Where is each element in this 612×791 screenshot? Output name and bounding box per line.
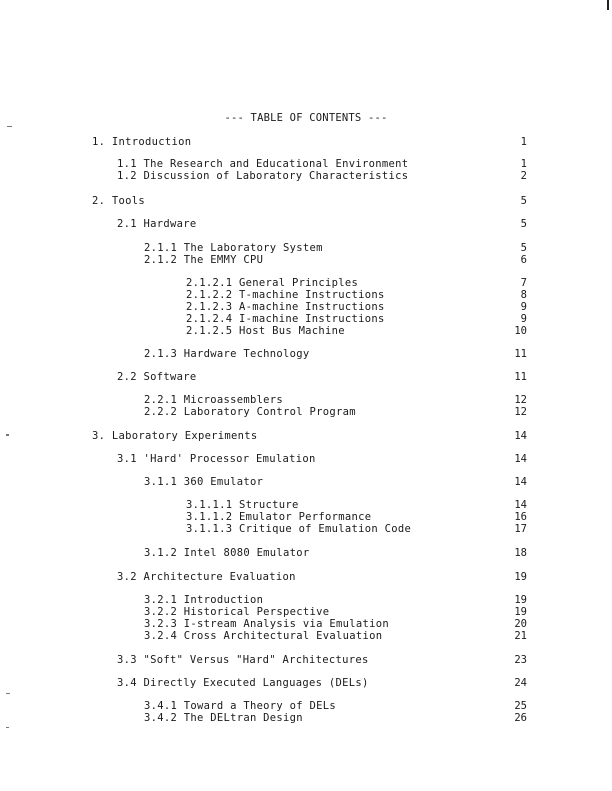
toc-entry-title: 2.1.3 Hardware Technology [144, 348, 310, 360]
toc-entry-title: 3.2.2 Historical Perspective [144, 606, 330, 618]
toc-entry-page: 14 [514, 499, 527, 511]
toc-entry-title: 2.1.2.1 General Principles [186, 277, 359, 289]
toc-entry-page: 7 [520, 277, 527, 289]
toc-entry-page: 21 [514, 630, 527, 642]
scan-speck [6, 693, 10, 694]
toc-entry-title: 3.1 'Hard' Processor Emulation [117, 453, 316, 465]
toc-entry-page: 11 [514, 348, 527, 360]
toc-entry [0, 571, 612, 584]
toc-entry [0, 547, 612, 560]
toc-entry-page: 25 [514, 700, 527, 712]
toc-entry-page: 19 [514, 606, 527, 618]
toc-entry-title: 3.1.2 Intel 8080 Emulator [144, 547, 310, 559]
toc-entry-page: 20 [514, 618, 527, 630]
toc-entry-title: 2.2 Software [117, 371, 197, 383]
toc-entry-title: 3.2 Architecture Evaluation [117, 571, 296, 583]
toc-entry-title: 2.2.2 Laboratory Control Program [144, 406, 356, 418]
toc-entry-title: 1.1 The Research and Educational Environment [117, 158, 409, 170]
toc-entry-page: 19 [514, 571, 527, 583]
toc-entry-page: 14 [514, 476, 527, 488]
toc-entry-title: 2.1.2.5 Host Bus Machine [186, 325, 345, 337]
toc-entry-page: 18 [514, 547, 527, 559]
toc-entry-title: 3.1.1 360 Emulator [144, 476, 264, 488]
toc-entry [0, 654, 612, 667]
toc-entry-page: 26 [514, 712, 527, 724]
toc-entry [0, 170, 612, 183]
toc-entry-page: 11 [514, 371, 527, 383]
toc-entry-title: 3. Laboratory Experiments [92, 430, 258, 442]
toc-entry [0, 348, 612, 361]
toc-entry-title: 3.1.1.2 Emulator Performance [186, 511, 372, 523]
toc-entry-page: 5 [520, 195, 527, 207]
toc-entry-title: 2.2.1 Microassemblers [144, 394, 284, 406]
toc-entry-page: 10 [514, 325, 527, 337]
toc-entry-page: 24 [514, 677, 527, 689]
toc-entry [0, 136, 612, 149]
toc-entry [0, 476, 612, 489]
toc-entry-page: 5 [520, 242, 527, 254]
toc-entry [0, 195, 612, 208]
toc-entry [0, 430, 612, 443]
toc-entry [0, 677, 612, 690]
toc-entry-page: 16 [514, 511, 527, 523]
toc-entry-page: 1 [520, 158, 527, 170]
toc-entry-title: 2.1.1 The Laboratory System [144, 242, 323, 254]
toc-entry-page: 6 [520, 254, 527, 266]
toc-entry-page: 8 [520, 289, 527, 301]
toc-entry [0, 453, 612, 466]
toc-entry [0, 325, 612, 338]
toc-entry-page: 23 [514, 654, 527, 666]
toc-entry-title: 3.1.1.3 Critique of Emulation Code [186, 523, 412, 535]
toc-entry-title: 2.1.2.3 A-machine Instructions [186, 301, 385, 313]
toc-entry-title: 2.1.2.4 I-machine Instructions [186, 313, 385, 325]
toc-heading: --- TABLE OF CONTENTS --- [224, 112, 388, 124]
toc-entry-title: 3.3 "Soft" Versus "Hard" Architectures [117, 654, 369, 666]
toc-entry-title: 3.4 Directly Executed Languages (DELs) [117, 677, 369, 689]
toc-entry-page: 5 [520, 218, 527, 230]
toc-entry-page: 9 [520, 301, 527, 313]
toc-entry [0, 371, 612, 384]
toc-entry-page: 12 [514, 394, 527, 406]
toc-entry-page: 19 [514, 594, 527, 606]
toc-entry-title: 3.2.3 I-stream Analysis via Emulation [144, 618, 389, 630]
toc-entry [0, 712, 612, 725]
toc-entry [0, 630, 612, 643]
scan-speck [6, 727, 9, 728]
toc-entry-page: 1 [520, 136, 527, 148]
toc-entry [0, 218, 612, 231]
toc-entry-title: 3.1.1.1 Structure [186, 499, 299, 511]
toc-entry-page: 2 [520, 170, 527, 182]
toc-entry-title: 1. Introduction [92, 136, 192, 148]
scan-mark [607, 0, 609, 10]
toc-entry-title: 2.1.2.2 T-machine Instructions [186, 289, 385, 301]
toc-entry-title: 2.1 Hardware [117, 218, 197, 230]
toc-entry [0, 523, 612, 536]
toc-entry-title: 3.4.2 The DELtran Design [144, 712, 303, 724]
toc-entry-title: 3.2.4 Cross Architectural Evaluation [144, 630, 383, 642]
toc-entry-page: 9 [520, 313, 527, 325]
toc-entry-title: 3.2.1 Introduction [144, 594, 264, 606]
toc-entry [0, 254, 612, 267]
toc-entry-page: 14 [514, 430, 527, 442]
toc-entry-page: 17 [514, 523, 527, 535]
toc-entry-title: 3.4.1 Toward a Theory of DELs [144, 700, 337, 712]
toc-entry-title: 2. Tools [92, 195, 145, 207]
toc-entry-title: 2.1.2 The EMMY CPU [144, 254, 264, 266]
toc-entry-title: 1.2 Discussion of Laboratory Characteristics [117, 170, 409, 182]
toc-entry [0, 406, 612, 419]
toc-entry-page: 14 [514, 453, 527, 465]
scan-speck [6, 434, 9, 436]
scan-speck [7, 126, 12, 127]
toc-entry-page: 12 [514, 406, 527, 418]
